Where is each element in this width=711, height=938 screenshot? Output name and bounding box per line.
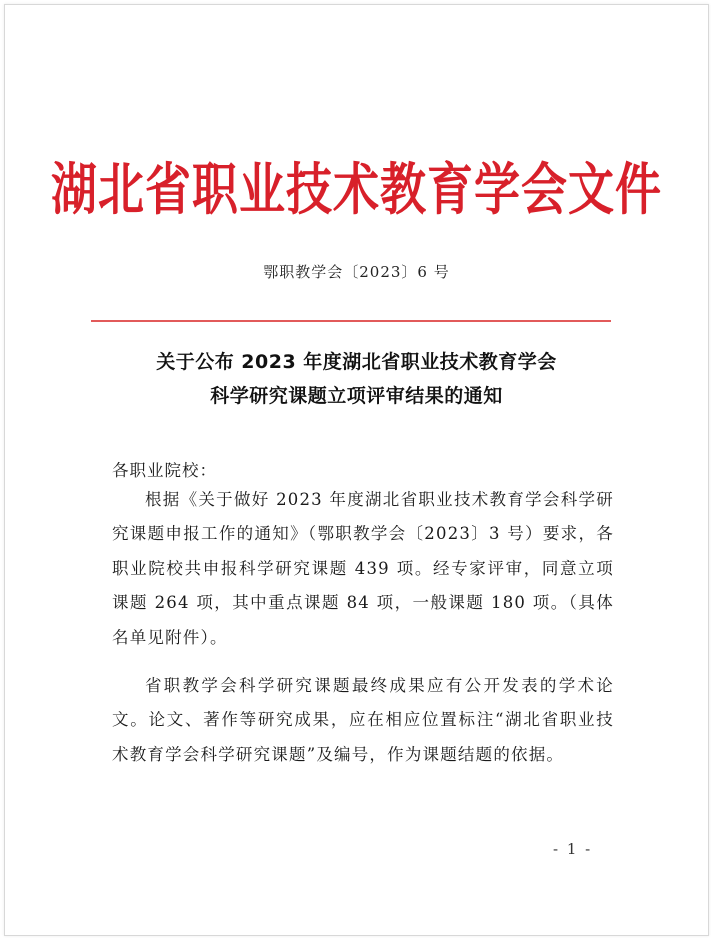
document-page (4, 4, 709, 936)
page-number: - 1 - (553, 840, 593, 858)
red-divider-line (91, 320, 611, 322)
notice-title-line-1: 关于公布 2023 年度湖北省职业技术教育学会 (156, 351, 557, 373)
body-paragraph-2: 省职教学会科学研究课题最终成果应有公开发表的学术论文。论文、著作等研究成果，应在相应位置标注“湖北省职业技术教育学会科学研究课题”及编号，作为课题结题的依据。 (112, 676, 614, 764)
notice-title-line-2: 科学研究课题立项评审结果的通知 (210, 385, 503, 407)
salutation: 各职业院校： (112, 461, 217, 480)
document-number: 鄂职教学会〔2023〕6 号 (263, 263, 450, 281)
body-paragraph-1: 根据《关于做好 2023 年度湖北省职业技术教育学会科学研究课题申报工作的通知》（鄂职教学会〔2023〕3 号）要求，各职业院校共申报科学研究课题 439 项。经专家评审，同意立项课题 264 项，其中重点课题 84 项，一般课题 180 项。（具体名单见附件）。 (112, 490, 614, 647)
organization-header-title: 湖北省职业技术教育学会文件 (51, 156, 662, 223)
